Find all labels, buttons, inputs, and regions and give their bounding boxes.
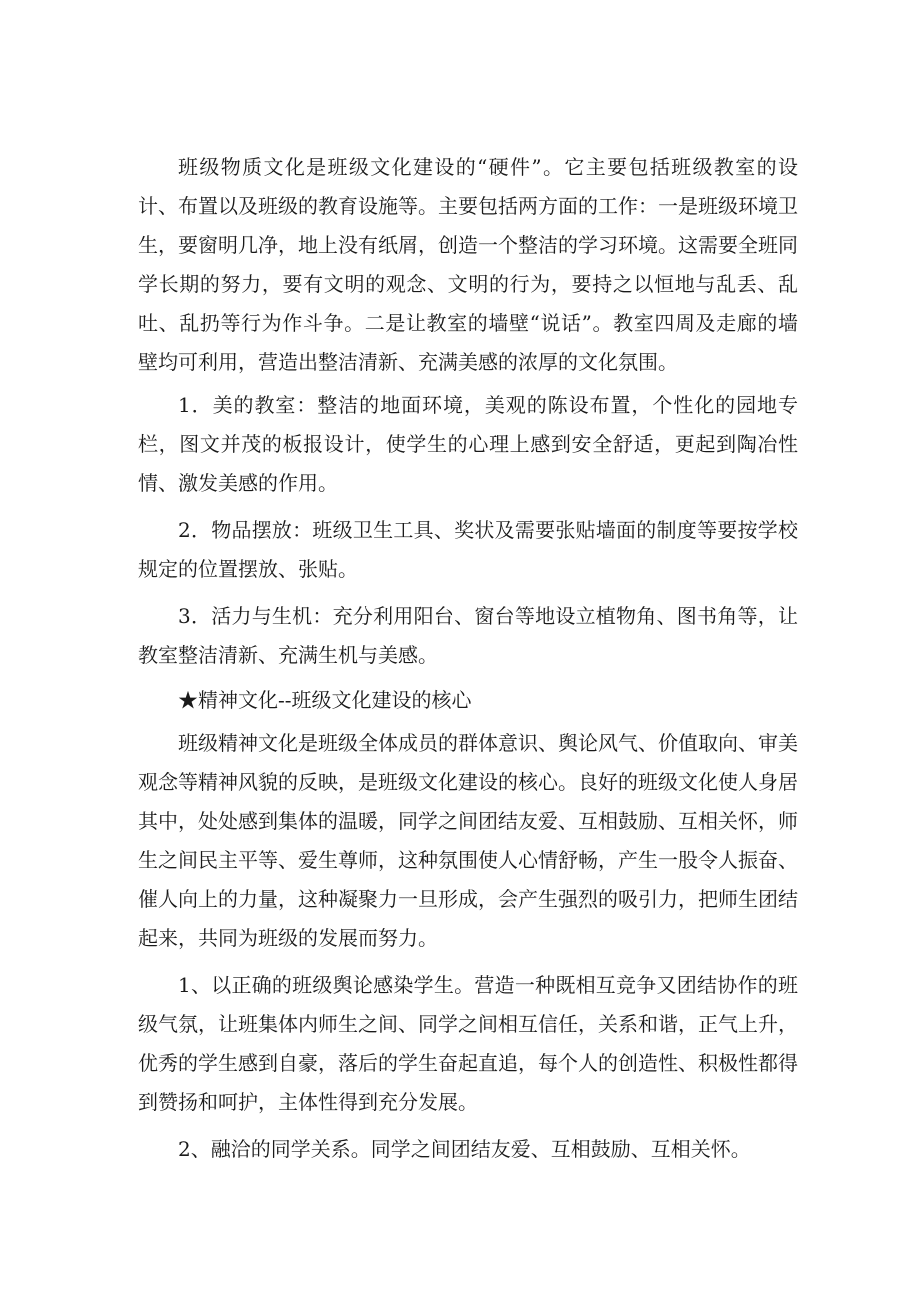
paragraph-item-beautiful-classroom: 1．美的教室：整洁的地面环境，美观的陈设布置，个性化的园地专栏，图文并茂的板报设计，使学生的心理上感到安全舒适，更起到陶冶性情、激发美感的作用。 <box>138 393 798 495</box>
paragraph-item-classmate-relations: 2、融洽的同学关系。同学之间团结友爱、互相鼓励、互相关怀。 <box>178 1137 751 1161</box>
document-body <box>138 148 798 1169</box>
paragraph-item-public-opinion: 1、以正确的班级舆论感染学生。营造一种既相互竞争又团结协作的班级气氛，让班集体内师生之间、同学之间相互信任，关系和谐，正气上升，优秀的学生感到自豪，落后的学生奋起直追，每个人的创造性、积极性都得到赞扬和呵护，主体性得到充分发展。 <box>138 973 798 1114</box>
paragraph-item-vitality: 3．活力与生机：充分利用阳台、窗台等地设立植物角、图书角等，让教室整洁清新、充满生机与美感。 <box>138 604 798 667</box>
paragraph-material-culture: 班级物质文化是班级文化建设的“硬件”。它主要包括班级教室的设计、布置以及班级的教育设施等。主要包括两方面的工作：一是班级环境卫生，要窗明几净，地上没有纸屑，创造一个整洁的学习环境。这需要全班同学长期的努力，要有文明的观念、文明的行为，要持之以恒地与乱丢、乱吐、乱扔等行为作斗争。二是让教室的墙壁“说话”。教室四周及走廊的墙壁均可利用，营造出整洁清新、充满美感的浓厚的文化氛围。 <box>138 155 798 374</box>
paragraph-spiritual-culture: 班级精神文化是班级全体成员的群体意识、舆论风气、价值取向、审美观念等精神风貌的反映，是班级文化建设的核心。良好的班级文化使人身居其中，处处感到集体的温暖，同学之间团结友爱、互相鼓励、互相关怀，师生之间民主平等、爱生尊师，这种氛围使人心情舒畅，产生一股令人振奋、催人向上的力量，这种凝聚力一旦形成，会产生强烈的吸引力，把师生团结起来，共同为班级的发展而努力。 <box>138 731 798 950</box>
paragraph-item-item-placement: 2．物品摆放：班级卫生工具、奖状及需要张贴墙面的制度等要按学校规定的位置摆放、张贴。 <box>138 518 798 581</box>
section-heading-spiritual-culture: ★精神文化--班级文化建设的核心 <box>178 688 472 712</box>
